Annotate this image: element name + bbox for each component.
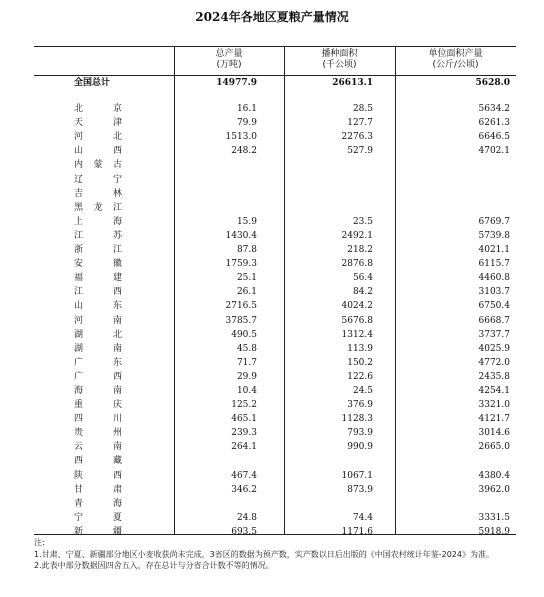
table-row bbox=[34, 116, 516, 130]
output-value: 79.9 bbox=[236, 118, 257, 129]
yield-value: 2665.0 bbox=[478, 442, 510, 453]
table-row bbox=[34, 201, 516, 215]
yield-value: 4460.8 bbox=[478, 273, 510, 284]
output-value: 239.3 bbox=[231, 428, 257, 439]
region-name: 广东 bbox=[74, 357, 122, 368]
header-area-unit: (千公顷) bbox=[322, 60, 357, 70]
region-name: 安徽 bbox=[74, 259, 122, 270]
table-row bbox=[34, 497, 516, 511]
yield-value: 3321.0 bbox=[478, 400, 510, 411]
output-value: 87.8 bbox=[236, 245, 257, 256]
yield-value: 6261.3 bbox=[478, 118, 510, 129]
table-row bbox=[34, 285, 516, 299]
note-1: 1.甘肃、宁夏、新疆部分地区小麦收获尚未完成，3省区的数据为预产数，实产数以日后出版的《中国农村统计年鉴-2024》为准。 bbox=[34, 549, 494, 559]
table-row bbox=[34, 173, 516, 187]
yield-value: 3962.0 bbox=[478, 484, 510, 495]
table-notes bbox=[34, 537, 514, 572]
yield-value: 6646.5 bbox=[478, 132, 510, 143]
table-row bbox=[34, 511, 516, 525]
area-value: 122.6 bbox=[347, 371, 373, 382]
output-value: 248.2 bbox=[231, 146, 257, 157]
region-name: 福建 bbox=[74, 273, 122, 284]
region-name: 海南 bbox=[74, 385, 122, 396]
output-value: 24.8 bbox=[236, 512, 257, 523]
data-table bbox=[34, 76, 516, 539]
yield-value: 2435.8 bbox=[478, 371, 510, 382]
table-row bbox=[34, 257, 516, 271]
table-row bbox=[34, 229, 516, 243]
table-row bbox=[34, 158, 516, 172]
region-name: 陕西 bbox=[74, 470, 122, 481]
area-value: 127.7 bbox=[347, 118, 373, 129]
yield-value: 4254.1 bbox=[478, 385, 510, 396]
table-row bbox=[34, 426, 516, 440]
header-output-unit: (万吨) bbox=[216, 60, 242, 70]
area-value: 873.9 bbox=[347, 484, 373, 495]
yield-value: 3103.7 bbox=[478, 287, 510, 298]
table-row bbox=[34, 271, 516, 285]
table-row bbox=[34, 187, 516, 201]
table-row bbox=[34, 342, 516, 356]
region-name: 宁夏 bbox=[74, 512, 122, 523]
table-row bbox=[34, 440, 516, 454]
total-yield: 5628.0 bbox=[475, 78, 510, 88]
region-name: 青海 bbox=[74, 498, 122, 509]
area-value: 376.9 bbox=[347, 400, 373, 411]
table-row bbox=[34, 328, 516, 342]
output-value: 346.2 bbox=[231, 484, 257, 495]
region-name: 江西 bbox=[74, 287, 122, 298]
yield-value: 4021.1 bbox=[478, 245, 510, 256]
area-value: 24.5 bbox=[352, 385, 373, 396]
output-value: 1430.4 bbox=[225, 230, 257, 241]
table-row-total bbox=[34, 76, 516, 90]
area-value: 793.9 bbox=[347, 428, 373, 439]
output-value: 2716.5 bbox=[225, 301, 257, 312]
table-row bbox=[34, 299, 516, 313]
table-row bbox=[34, 102, 516, 116]
page-title: 2024年各地区夏粮产量情况 bbox=[195, 10, 349, 24]
area-value: 5676.8 bbox=[341, 315, 373, 326]
output-value: 10.4 bbox=[236, 385, 257, 396]
output-value: 264.1 bbox=[231, 442, 257, 453]
region-name: 北京 bbox=[74, 104, 122, 115]
area-value: 113.9 bbox=[347, 343, 373, 354]
area-value: 1128.3 bbox=[341, 414, 373, 425]
yield-value: 4025.9 bbox=[478, 343, 510, 354]
output-value: 26.1 bbox=[236, 287, 257, 298]
region-name: 河南 bbox=[74, 315, 122, 326]
area-value: 4024.2 bbox=[341, 301, 373, 312]
notes-label: 注: bbox=[34, 538, 45, 547]
table-row bbox=[34, 144, 516, 158]
header-area bbox=[284, 49, 395, 73]
table-row bbox=[34, 454, 516, 468]
header-output bbox=[174, 49, 284, 73]
output-value: 490.5 bbox=[231, 329, 257, 340]
note-2: 2.此表中部分数据因四舍五入，存在总计与分省合计数不等的情况。 bbox=[34, 561, 274, 570]
region-name: 天津 bbox=[74, 118, 122, 129]
yield-value: 6769.7 bbox=[478, 216, 510, 227]
yield-value: 4380.4 bbox=[478, 470, 510, 481]
output-value: 1513.0 bbox=[225, 132, 257, 143]
region-name: 新疆 bbox=[74, 526, 122, 537]
output-value: 15.9 bbox=[236, 216, 257, 227]
region-name: 西藏 bbox=[74, 456, 122, 467]
region-name: 重庆 bbox=[74, 400, 122, 411]
output-value: 693.5 bbox=[231, 526, 257, 537]
output-value: 25.1 bbox=[236, 273, 257, 284]
total-output: 14977.9 bbox=[216, 78, 257, 88]
table-row bbox=[34, 356, 516, 370]
yield-value: 4772.0 bbox=[478, 357, 510, 368]
area-value: 23.5 bbox=[352, 216, 373, 227]
table-top-rule bbox=[34, 46, 516, 47]
yield-value: 5739.8 bbox=[478, 230, 510, 241]
region-name: 四川 bbox=[74, 414, 122, 425]
output-value: 16.1 bbox=[236, 104, 257, 115]
output-value: 45.8 bbox=[236, 343, 257, 354]
region-name: 湖北 bbox=[74, 329, 122, 340]
total-area: 26613.1 bbox=[332, 78, 373, 88]
area-value: 218.2 bbox=[347, 245, 373, 256]
output-value: 1759.3 bbox=[225, 259, 257, 270]
yield-value: 3737.7 bbox=[478, 329, 510, 340]
table-row bbox=[34, 215, 516, 229]
output-value: 71.7 bbox=[236, 357, 257, 368]
region-name: 河北 bbox=[74, 132, 122, 143]
header-yield-unit: (公斤/公顷) bbox=[432, 60, 479, 70]
region-name: 山东 bbox=[74, 301, 122, 312]
output-value: 125.2 bbox=[231, 400, 257, 411]
region-name: 湖南 bbox=[74, 343, 122, 354]
header-yield bbox=[395, 49, 516, 73]
region-name: 贵州 bbox=[74, 428, 122, 439]
region-name: 吉林 bbox=[74, 188, 122, 199]
area-value: 527.9 bbox=[347, 146, 373, 157]
table-row bbox=[34, 398, 516, 412]
table-row bbox=[34, 370, 516, 384]
header-area-label: 播种面积 bbox=[321, 49, 358, 59]
area-value: 2276.3 bbox=[341, 132, 373, 143]
yield-value: 3014.6 bbox=[478, 428, 510, 439]
yield-value: 5918.9 bbox=[478, 526, 510, 537]
region-name: 江苏 bbox=[74, 230, 122, 241]
area-value: 56.4 bbox=[352, 273, 373, 284]
output-value: 467.4 bbox=[231, 470, 257, 481]
table-row bbox=[34, 384, 516, 398]
output-value: 29.9 bbox=[236, 371, 257, 382]
table-row bbox=[34, 243, 516, 257]
region-name: 上海 bbox=[74, 216, 122, 227]
area-value: 2492.1 bbox=[341, 230, 373, 241]
yield-value: 4121.7 bbox=[478, 414, 510, 425]
table-row bbox=[34, 130, 516, 144]
output-value: 3785.7 bbox=[225, 315, 257, 326]
table-row bbox=[34, 469, 516, 483]
area-value: 150.2 bbox=[347, 357, 373, 368]
area-value: 1312.4 bbox=[341, 329, 373, 340]
region-name: 云南 bbox=[74, 442, 122, 453]
header-yield-label: 单位面积产量 bbox=[428, 49, 483, 59]
yield-value: 4702.1 bbox=[478, 146, 510, 157]
area-value: 1067.1 bbox=[341, 470, 373, 481]
region-name: 黑龙江 bbox=[74, 202, 122, 213]
region-name: 广西 bbox=[74, 371, 122, 382]
yield-value: 6750.4 bbox=[478, 301, 510, 312]
area-value: 990.9 bbox=[347, 442, 373, 453]
table-row bbox=[34, 483, 516, 497]
region-name: 甘肃 bbox=[74, 484, 122, 495]
region-name: 浙江 bbox=[74, 245, 122, 256]
region-name: 内蒙古 bbox=[74, 160, 122, 171]
row-spacer bbox=[34, 90, 516, 102]
area-value: 2876.8 bbox=[341, 259, 373, 270]
output-value: 465.1 bbox=[231, 414, 257, 425]
yield-value: 5634.2 bbox=[478, 104, 510, 115]
yield-value: 6115.7 bbox=[478, 259, 510, 270]
total-label: 全国总计 bbox=[74, 78, 111, 88]
area-value: 84.2 bbox=[352, 287, 373, 298]
region-name: 山西 bbox=[74, 146, 122, 157]
header-output-label: 总产量 bbox=[215, 49, 243, 59]
yield-value: 3331.5 bbox=[478, 512, 510, 523]
area-value: 1171.6 bbox=[341, 526, 373, 537]
table-row bbox=[34, 314, 516, 328]
yield-value: 6668.7 bbox=[478, 315, 510, 326]
region-name: 辽宁 bbox=[74, 174, 122, 185]
table-row bbox=[34, 412, 516, 426]
area-value: 28.5 bbox=[352, 104, 373, 115]
area-value: 74.4 bbox=[352, 512, 373, 523]
